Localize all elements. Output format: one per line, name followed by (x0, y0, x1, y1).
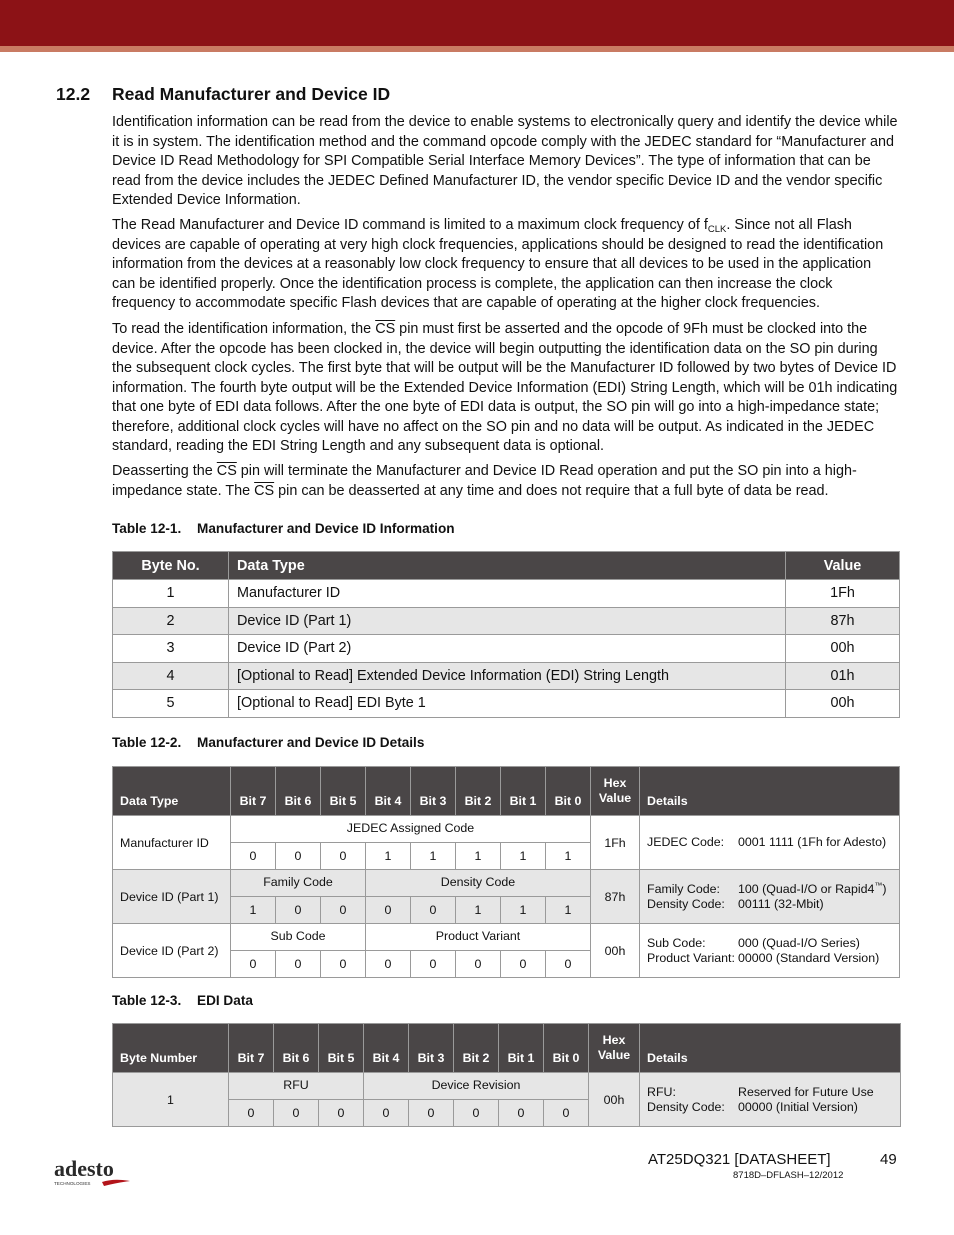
section-number: 12.2 (56, 84, 91, 104)
bit-cell: 0 (319, 1100, 364, 1127)
paragraph-intro: Identification information can be read from the device to enable systems to electronically query and identify the device while it is in system. The identification method and the command opcode comply with the JEDEC standard for “Manufacturer and Device ID Read Methodology for SPI Compatible Serial Interface Memory Devices”. The type of information that can be read from the device includes the JEDEC Defined Manufacturer ID, the vendor specific Device ID and the vendor specific Extended Device Information. (112, 114, 898, 208)
bit-cell: 0 (231, 843, 276, 870)
bit-cell: 0 (454, 1100, 499, 1127)
clk-subscript: CLK (707, 224, 727, 235)
page-number: 49 (880, 1151, 897, 1168)
table3-caption: Table 12-3. EDI Data (112, 993, 253, 1008)
row-label: Device ID (Part 1) (113, 870, 231, 924)
bit-group-label: Product Variant (366, 924, 591, 951)
column-header: Bit 4 (366, 767, 411, 816)
bit-cell: 0 (231, 951, 276, 978)
bit-cell: 1 (546, 843, 591, 870)
table1-caption: Table 12-1. Manufacturer and Device ID Information (112, 521, 455, 536)
table-header-row (113, 1024, 901, 1073)
column-header: Value (786, 552, 900, 580)
bit-cell: 0 (321, 897, 366, 924)
bit-cell: 0 (276, 951, 321, 978)
table-header-row (113, 552, 900, 580)
bit-cell: 0 (229, 1100, 274, 1127)
bit-cell: 1 (501, 897, 546, 924)
bit-group-label: Sub Code (231, 924, 366, 951)
column-header: Bit 7 (231, 767, 276, 816)
column-header: Bit 5 (321, 767, 366, 816)
table-row: 4 [Optional to Read] Extended Device Information (EDI) String Length 01h (113, 662, 900, 690)
details-cell: Sub Code: 000 (Quad-I/O Series) Product Variant: 00000 (Standard Version) (640, 924, 900, 978)
edi-data-table (112, 1023, 901, 1127)
column-header: Bit 0 (546, 767, 591, 816)
column-header: Bit 3 (411, 767, 456, 816)
details-cell: JEDEC Code: 0001 1111 (1Fh for Adesto) (640, 816, 900, 870)
id-details-table (112, 766, 900, 978)
bit-cell: 0 (501, 951, 546, 978)
column-header: Bit 4 (364, 1024, 409, 1073)
column-header: Bit 0 (544, 1024, 589, 1073)
column-header: Bit 2 (454, 1024, 499, 1073)
adesto-logo (54, 1156, 134, 1190)
table-header-row (113, 767, 900, 816)
bit-group-label: Density Code (366, 870, 591, 897)
bit-cell: 1 (501, 843, 546, 870)
column-header: Bit 6 (276, 767, 321, 816)
paragraph-clock: The Read Manufacturer and Device ID command is limited to a maximum clock frequency of $f_{CLK}$. Since not all Flash devices are capable of operating at very high clock frequencies, applications should be designed to read the identification information from the devices at a reasonably low clock frequency to ensure that all devices to be used in the application can be identified properly. Once the identification process is complete, the application can then increase the clock frequency to accommodate specific Flash devices that are capable of operating at the higher clock frequencies. (112, 217, 884, 311)
cs-signal: $\overline{CS}$ (254, 482, 275, 499)
row-label: Device ID (Part 2) (113, 924, 231, 978)
column-header: Data Type (113, 767, 231, 816)
bit-cell: 1 (366, 843, 411, 870)
column-header: Byte No. (113, 552, 229, 580)
bit-cell: 0 (364, 1100, 409, 1127)
bit-cell: 1 (456, 897, 501, 924)
bit-cell: 0 (544, 1100, 589, 1127)
table-row (113, 816, 900, 843)
column-header: Details (640, 767, 900, 816)
bit-cell: 1 (411, 843, 456, 870)
bit-cell: 0 (411, 951, 456, 978)
logo-wordmark: adesto (54, 1156, 114, 1181)
hex-value: 1Fh (591, 816, 640, 870)
column-header: Bit 3 (409, 1024, 454, 1073)
column-header: Bit 2 (456, 767, 501, 816)
bit-cell: 0 (546, 951, 591, 978)
column-header: Bit 5 (319, 1024, 364, 1073)
paragraph-procedure: To read the identification information, the $\overline{CS}$ pin must first be asserted and the opcode of 9Fh must be clocked into the device. After the opcode has been clocked in, the device will begin outputting the identification data on the SO pin during the subsequent clock cycles. The first byte that will be output will be the Manufacturer ID followed by two bytes of Device ID information. The fourth byte output will be the Extended Device Information (EDI) String Length, which will be 01h indicating that one byte of EDI data follows. After the one byte of EDI data is output, the SO pin will go into a high-impedance state; therefore, additional clock cycles will have no affect on the SO pin and no data will be output. As indicated in the JEDEC standard, reading the EDI String Length and any subsequent data is optional. (112, 321, 898, 454)
bit-group-label: Family Code (231, 870, 366, 897)
bit-cell: 1 (456, 843, 501, 870)
bit-cell: 0 (499, 1100, 544, 1127)
logo-subtitle: TECHNOLOGIES (54, 1181, 91, 1186)
row-label: Manufacturer ID (113, 816, 231, 870)
bit-cell: 0 (456, 951, 501, 978)
table-row: 5 [Optional to Read] EDI Byte 1 00h (113, 690, 900, 718)
bit-cell: 0 (321, 951, 366, 978)
document-code: 8718D–DFLASH–12/2012 (733, 1170, 844, 1181)
bit-group-label: Device Revision (364, 1073, 589, 1100)
paragraph-deassert: Deasserting the $\overline{CS}$ pin will terminate the Manufacturer and Device ID Read operation and put the SO pin into a high-impedance state. The $\overline{CS}$ pin can be deasserted at any time and does not require that a full byte of data be read. (112, 463, 857, 499)
column-header: Data Type (229, 552, 786, 580)
bit-group-label: JEDEC Assigned Code (231, 816, 591, 843)
bit-cell: 0 (366, 951, 411, 978)
header-bar (0, 0, 954, 46)
bit-cell: 0 (366, 897, 411, 924)
table-row: 3 Device ID (Part 2) 00h (113, 635, 900, 663)
cs-signal: $\overline{CS}$ (375, 321, 396, 337)
hex-value: 00h (589, 1073, 640, 1127)
document-title: AT25DQ321 [DATASHEET] (648, 1151, 831, 1168)
hex-value: 87h (591, 870, 640, 924)
id-information-table (112, 551, 900, 718)
table-row (113, 924, 900, 951)
bit-cell: 0 (321, 843, 366, 870)
bit-cell: 0 (411, 897, 456, 924)
table-row (113, 870, 900, 897)
details-cell: RFU: Reserved for Future Use Density Code: 00000 (Initial Version) (640, 1073, 901, 1127)
cs-signal: $\overline{CS}$ (216, 463, 237, 479)
table-row (113, 1073, 901, 1100)
table-row: 2 Device ID (Part 1) 87h (113, 607, 900, 635)
section-title: Read Manufacturer and Device ID (112, 84, 391, 104)
column-header: Bit 6 (274, 1024, 319, 1073)
column-header: Hex Value (589, 1024, 640, 1073)
bit-cell: 0 (409, 1100, 454, 1127)
column-header: Bit 1 (499, 1024, 544, 1073)
bit-cell: 0 (276, 843, 321, 870)
column-header: Bit 7 (229, 1024, 274, 1073)
bit-cell: 0 (274, 1100, 319, 1127)
column-header: Byte Number (113, 1024, 229, 1073)
details-cell: Family Code: 100 (Quad-I/O or Rapid4™) Density Code: 00111 (32-Mbit) (640, 870, 900, 924)
table2-caption: Table 12-2. Manufacturer and Device ID Details (112, 735, 425, 750)
table-row: 1 Manufacturer ID 1Fh (113, 580, 900, 608)
bit-cell: 0 (276, 897, 321, 924)
column-header: Bit 1 (501, 767, 546, 816)
bit-cell: 1 (546, 897, 591, 924)
bit-cell: 1 (231, 897, 276, 924)
bit-group-label: RFU (229, 1073, 364, 1100)
column-header: Details (640, 1024, 901, 1073)
hex-value: 00h (591, 924, 640, 978)
row-label: 1 (113, 1073, 229, 1127)
column-header: Hex Value (591, 767, 640, 816)
header-stripe (0, 46, 954, 52)
